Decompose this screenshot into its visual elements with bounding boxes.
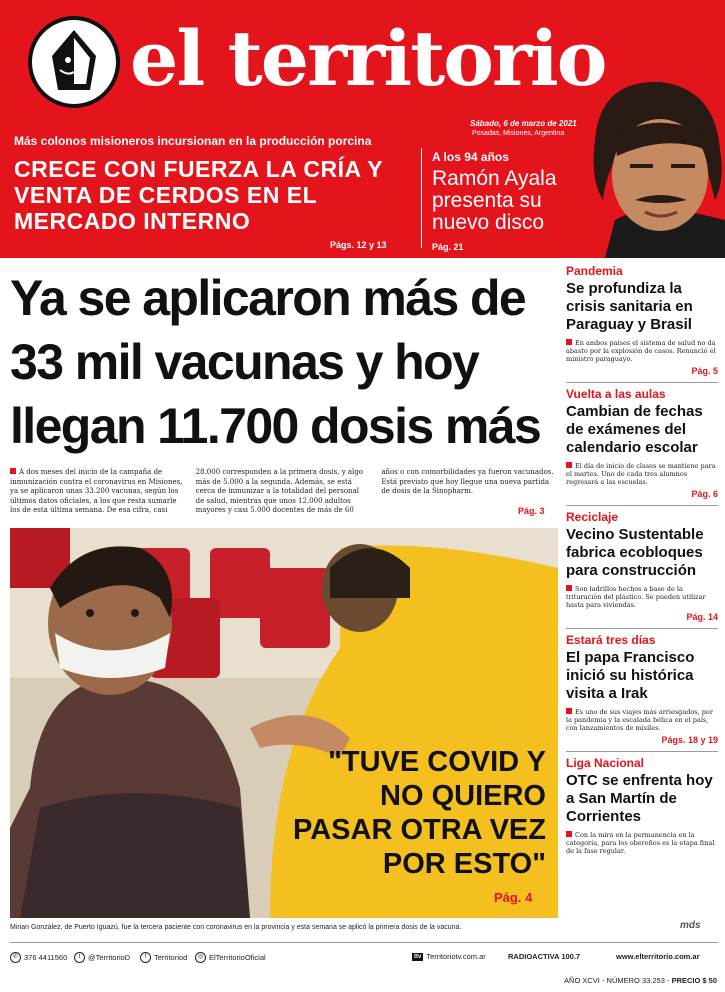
photo-quote: "TUVE COVID Y NO QUIERO PASAR OTRA VEZ POR ESTO" [293, 746, 546, 880]
sidebar-story-reciclaje[interactable] [566, 508, 718, 629]
sidebar-kicker: Liga Nacional [566, 756, 645, 770]
bullet-icon [566, 339, 572, 345]
footer-whatsapp-text: 376 4411560 [24, 953, 68, 962]
footer-tv[interactable] [412, 952, 486, 961]
issue-number: AÑO XCVI - NÚMERO 33.253 - [564, 976, 672, 985]
footer-instagram[interactable] [195, 952, 266, 963]
main-headline[interactable]: Ya se aplicaron más de 33 mil vacunas y hoy llegan 11.700 dosis más [10, 270, 541, 454]
sidebar-story-liga[interactable] [566, 754, 718, 861]
ayala-story-pages: Pág. 21 [432, 242, 464, 252]
footer-whatsapp[interactable] [10, 952, 67, 963]
top-story-pages: Págs. 12 y 13 [330, 240, 387, 250]
footer-facebook[interactable] [140, 952, 187, 963]
footer-facebook-text: Territoriod [154, 953, 188, 962]
twitter-icon: t [74, 952, 85, 963]
ayala-portrait-image [575, 70, 725, 258]
sidebar-kicker: Reciclaje [566, 510, 619, 524]
footer-twitter-text: @TerritorioD [88, 953, 131, 962]
sidebar-text [566, 708, 718, 732]
sidebar-page-ref: Pág. 6 [691, 489, 718, 499]
whatsapp-icon: ✆ [10, 952, 21, 963]
photo-caption: Mirian González, de Puerto Iguazú, fue la tercera paciente con coronavirus en la provincia y esta semana se aplicó la primera dosis de la vacuna. [10, 924, 462, 931]
logo-icon [28, 16, 120, 108]
sidebar-text-body: Son ladrillos hechos a base de la trituración del plástico. Se pueden utilizar hasta para viviendas. [566, 585, 706, 609]
main-lead-text: A dos meses del inicio de la campaña de inmunización contra el coronavirus en Misiones, ya se aplicaron unas 33.200 vacunas, según los últimos datos oficiales, a los que resta sumarle los de esta última semana. De esa cifra, casi 28.000 corresponden a la primera dosis, y algo más de 5.000 a la segunda. Además, se está cerca de inmunizar a la totalidad del personal de salud, mientras que unos 12.000 adultos mayores y casi 5.000 docentes de más de 60 años o con comorbilidades ya fueron vacunados. Está previsto que hoy llegue una nueva partida de dosis de la Sinopharm. [10, 468, 554, 514]
bullet-icon [566, 585, 572, 591]
footer-instagram-text: ElTerritorioOficial [209, 953, 266, 962]
bullet-icon [566, 831, 572, 837]
sidebar-headline[interactable]: OTC se enfrenta hoy a San Martín de Corrientes [566, 772, 713, 825]
sidebar-text-body: Es uno de sus viajes más arriesgados, por la pandemia y la escalada bélica en el país, con lanzamientos de misiles. [566, 708, 713, 732]
main-lead [10, 468, 555, 516]
sidebar-page-ref: Pág. 14 [686, 612, 718, 622]
issue-info [564, 976, 717, 985]
sidebar-text [566, 585, 718, 609]
sidebar-page-ref: Pág. 5 [691, 366, 718, 376]
sidebar-page-ref: Págs. 18 y 19 [661, 735, 718, 745]
issue-place: Posadas, Misiones, Argentina [472, 130, 565, 137]
sidebar-kicker: Pandemia [566, 264, 623, 278]
top-story-kicker: Más colonos misioneros incursionan en la producción porcina [14, 134, 372, 148]
sidebar-headline[interactable]: Vecino Sustentable fabrica ecobloques para construcción [566, 526, 704, 579]
sidebar-text [566, 462, 718, 486]
sidebar-headline[interactable]: El papa Francisco inició su histórica visita a Irak [566, 649, 695, 702]
top-story-headline[interactable]: CRECE CON FUERZA LA CRÍA Y VENTA DE CERDOS EN EL MERCADO INTERNO [14, 156, 383, 234]
masthead-divider [421, 148, 422, 248]
sidebar-headline[interactable]: Se profundiza la crisis sanitaria en Paraguay y Brasil [566, 280, 693, 333]
issue-date: Sábado, 6 de marzo de 2021 [470, 119, 577, 128]
ayala-story-kicker: A los 94 años [432, 150, 509, 164]
bullet-icon [566, 462, 572, 468]
brand-title: el territorio [130, 14, 606, 103]
sidebar-story-aulas[interactable] [566, 385, 718, 506]
issue-price: PRECIO $ 50 [671, 976, 717, 985]
sidebar-headline[interactable]: Cambian de fechas de exámenes del calendario escolar [566, 403, 703, 456]
sidebar-text-body: En ambos países el sistema de salud no da abasto por la explosión de casos. Renunció el ministro paraguayo. [566, 339, 716, 363]
sidebar-text [566, 339, 718, 363]
footer-twitter[interactable] [74, 952, 130, 963]
sidebar-kicker: Estará tres días [566, 633, 656, 647]
footer-bar [10, 952, 718, 968]
sidebar-text [566, 831, 718, 855]
bullet-icon [10, 468, 16, 474]
sidebar-text-body: El día de inicio de clases se mantiene para el martes. Uno de cada tres alumnos regresará a las escuelas. [566, 462, 716, 486]
footer-radio[interactable]: RADIOACTIVA 100.7 [508, 952, 581, 961]
quote-page-ref: Pág. 4 [494, 890, 533, 905]
main-page-ref: Pág. 3 [518, 506, 545, 516]
mds-logo: mds [680, 920, 701, 931]
footer-tv-text: Territoriotv.com.ar [426, 952, 486, 961]
tv-badge: ttv [414, 953, 422, 960]
sidebar-story-pandemia[interactable] [566, 262, 718, 383]
sidebar-story-papa[interactable] [566, 631, 718, 752]
footer-web[interactable]: www.elterritorio.com.ar [616, 952, 700, 961]
ayala-story-headline[interactable]: Ramón Ayala presenta su nuevo disco [432, 167, 557, 234]
instagram-icon: ◎ [195, 952, 206, 963]
facebook-icon: f [140, 952, 151, 963]
sidebar-text-body: Con la mira en la permanencia en la categoría, para los obereños es la etapa final de la fase regular. [566, 831, 715, 855]
sidebar-kicker: Vuelta a las aulas [566, 387, 666, 401]
sidebar [566, 262, 718, 863]
bullet-icon [566, 708, 572, 714]
footer-divider [10, 942, 718, 943]
